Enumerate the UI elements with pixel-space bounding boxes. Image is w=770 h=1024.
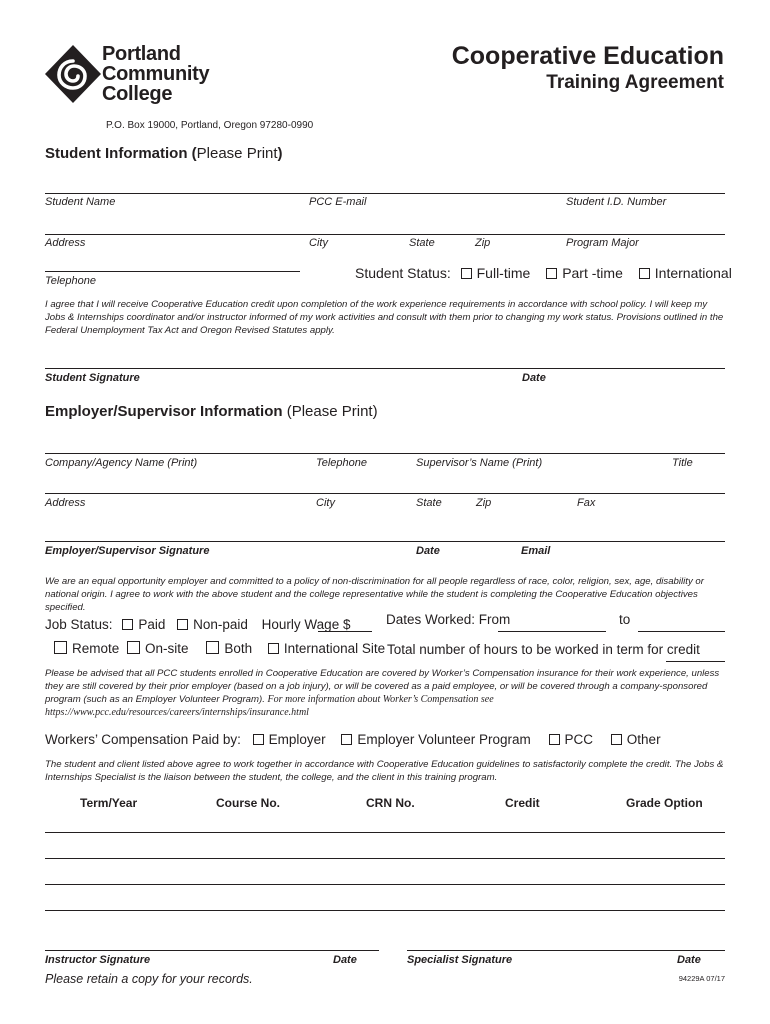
instructor-signature-label: Instructor Signature bbox=[45, 954, 151, 966]
form-title: Cooperative Education bbox=[451, 42, 724, 70]
specialist-date-label: Date bbox=[677, 954, 701, 966]
instructor-date-label: Date bbox=[333, 954, 357, 966]
job-status-label: Job Status: bbox=[45, 617, 113, 632]
international-checkbox[interactable] bbox=[639, 268, 650, 279]
logo-line-2: Community bbox=[102, 63, 210, 85]
wc-other-checkbox[interactable] bbox=[611, 734, 622, 745]
program-major-label: Program Major bbox=[566, 237, 639, 249]
international-site-checkbox[interactable] bbox=[268, 643, 279, 654]
employer-zip-label: Zip bbox=[476, 497, 492, 509]
employer-fax-label: Fax bbox=[577, 497, 596, 509]
dates-to-label: to bbox=[619, 612, 631, 627]
student-row2-line[interactable] bbox=[45, 234, 725, 235]
status-international-option[interactable]: International bbox=[639, 265, 732, 281]
course-row-4[interactable] bbox=[45, 910, 725, 911]
col-term-year: Term/Year bbox=[80, 796, 138, 810]
remote-checkbox[interactable] bbox=[54, 641, 67, 654]
student-id-label: Student I.D. Number bbox=[566, 196, 667, 208]
instructor-signature-line[interactable] bbox=[45, 950, 379, 951]
work-location-row bbox=[54, 641, 385, 656]
student-address-label: Address bbox=[45, 237, 86, 249]
paid-option[interactable]: Paid bbox=[122, 617, 165, 632]
employer-signature-line[interactable] bbox=[45, 541, 725, 542]
onsite-checkbox[interactable] bbox=[127, 641, 140, 654]
total-hours-line[interactable] bbox=[666, 661, 725, 662]
retain-copy-note: Please retain a copy for your records. bbox=[45, 972, 253, 986]
employer-city-label: City bbox=[316, 497, 335, 509]
parttime-checkbox[interactable] bbox=[546, 268, 557, 279]
both-option[interactable]: Both bbox=[206, 641, 252, 656]
hourly-wage-line[interactable] bbox=[318, 631, 372, 632]
student-telephone-label: Telephone bbox=[45, 275, 96, 287]
student-zip-label: Zip bbox=[475, 237, 491, 249]
col-credit: Credit bbox=[505, 796, 540, 810]
form-subtitle: Training Agreement bbox=[546, 72, 724, 93]
specialist-signature-line[interactable] bbox=[407, 950, 725, 951]
student-status-group bbox=[355, 265, 732, 281]
student-signature-line[interactable] bbox=[45, 368, 725, 369]
pcc-email-label: PCC E-mail bbox=[309, 196, 367, 208]
student-section-heading: Student Information (Please Print) bbox=[45, 145, 283, 162]
student-city-label: City bbox=[309, 237, 328, 249]
employer-telephone-label: Telephone bbox=[316, 457, 367, 469]
job-status-row bbox=[45, 617, 350, 632]
employer-email-label: Email bbox=[521, 545, 551, 557]
student-row1-line[interactable] bbox=[45, 193, 725, 194]
employer-state-label: State bbox=[416, 497, 442, 509]
training-agreement-text: The student and client listed above agree to work together in accordance with Cooperative Education guidelines to satisfactorily complete the credit. The Jobs & Internships Specialist is the liaison between the student, the college, and the client in this training program. bbox=[45, 759, 724, 783]
onsite-option[interactable]: On-site bbox=[127, 641, 189, 656]
course-row-3[interactable] bbox=[45, 884, 725, 885]
wc-volunteer-option[interactable]: Employer Volunteer Program bbox=[341, 732, 530, 747]
logo-line-3: College bbox=[102, 83, 173, 105]
dates-worked-label: Dates Worked: From bbox=[386, 612, 511, 627]
nonpaid-option[interactable]: Non-paid bbox=[177, 617, 248, 632]
student-telephone-line[interactable] bbox=[45, 271, 300, 272]
employer-row1-line[interactable] bbox=[45, 453, 725, 454]
student-signature-label: Student Signature bbox=[45, 372, 140, 384]
dates-from-line[interactable] bbox=[498, 631, 606, 632]
remote-option[interactable]: Remote bbox=[54, 641, 119, 656]
company-name-label: Company/Agency Name (Print) bbox=[45, 457, 198, 469]
logo-text bbox=[102, 44, 209, 104]
student-name-label: Student Name bbox=[45, 196, 116, 208]
wc-employer-checkbox[interactable] bbox=[253, 734, 264, 745]
wc-employer-option[interactable]: Employer bbox=[253, 732, 326, 747]
workers-comp-notice: Please be advised that all PCC students enrolled in Cooperative Education are covered by Worker’s Compensation insurance for their work experience, unless they are still covered by their prior employer (based on a job injury), or will be covered as a paid employee, or will be covered through a company-sponsored program (such as an Employer Volunteer Program). For more information about Worker’s Compensation see https://www.pcc.edu/resources/careers/internships/insurance.html bbox=[45, 668, 720, 718]
student-status-label: Student Status: bbox=[355, 265, 451, 281]
supervisor-title-label: Title bbox=[672, 457, 693, 469]
total-hours-label: Total number of hours to be worked in term for credit bbox=[387, 642, 700, 657]
specialist-signature-label: Specialist Signature bbox=[407, 954, 513, 966]
employer-row2-line[interactable] bbox=[45, 493, 725, 494]
student-agreement-text: I agree that I will receive Cooperative Education credit upon completion of the work experience requirements in accordance with school policy. I will keep my Jobs & Internships coordinator and/or instructor informed of my work activities and consult with them prior to changing my work status. Provisions outlined in the Federal Unemployment Tax Act and Oregon Revised Statutes apply. bbox=[45, 299, 724, 336]
course-row-2[interactable] bbox=[45, 858, 725, 859]
paid-checkbox[interactable] bbox=[122, 619, 133, 630]
eeo-statement: We are an equal opportunity employer and committed to a policy of non-discrimination for all people regardless of race, color, religion, sex, age, disability or national origin. I agree to work with the above student and the college representative while the student is completing the Cooperative Education objectives specified. bbox=[45, 576, 704, 613]
wc-pcc-checkbox[interactable] bbox=[549, 734, 560, 745]
employer-address-label: Address bbox=[45, 497, 86, 509]
pcc-logo bbox=[44, 44, 234, 104]
col-grade-option: Grade Option bbox=[626, 796, 703, 810]
status-parttime-option[interactable]: Part -time bbox=[546, 265, 623, 281]
workers-comp-more-info: For more information about Worker’s Compensation see https://www.pcc.edu/resources/careers/internships/insurance.html bbox=[45, 694, 494, 718]
nonpaid-checkbox[interactable] bbox=[177, 619, 188, 630]
col-crn-no: CRN No. bbox=[366, 796, 415, 810]
status-fulltime-option[interactable]: Full-time bbox=[461, 265, 531, 281]
employer-signature-label: Employer/Supervisor Signature bbox=[45, 545, 210, 557]
employer-date-label: Date bbox=[416, 545, 440, 557]
international-site-option[interactable]: International Site bbox=[268, 641, 385, 656]
supervisor-name-label: Supervisor’s Name (Print) bbox=[416, 457, 543, 469]
col-course-no: Course No. bbox=[216, 796, 281, 810]
course-row-1[interactable] bbox=[45, 832, 725, 833]
workers-comp-paid-label: Workers’ Compensation Paid by: bbox=[45, 732, 241, 747]
wc-pcc-option[interactable]: PCC bbox=[549, 732, 594, 747]
fulltime-checkbox[interactable] bbox=[461, 268, 472, 279]
form-code: 94229A 07/17 bbox=[678, 974, 725, 983]
workers-comp-row bbox=[45, 732, 661, 747]
both-checkbox[interactable] bbox=[206, 641, 219, 654]
wc-other-option[interactable]: Other bbox=[611, 732, 661, 747]
student-state-label: State bbox=[409, 237, 435, 249]
hourly-wage-label: Hourly Wage $ bbox=[261, 617, 351, 632]
logo-line-1: Portland bbox=[102, 43, 181, 65]
dates-to-line[interactable] bbox=[638, 631, 725, 632]
wc-volunteer-checkbox[interactable] bbox=[341, 734, 352, 745]
college-address: P.O. Box 19000, Portland, Oregon 97280-0990 bbox=[106, 120, 314, 131]
student-date-label: Date bbox=[522, 372, 546, 384]
logo-spiral-icon bbox=[44, 44, 102, 104]
employer-section-heading: Employer/Supervisor Information (Please Print) bbox=[45, 403, 378, 420]
